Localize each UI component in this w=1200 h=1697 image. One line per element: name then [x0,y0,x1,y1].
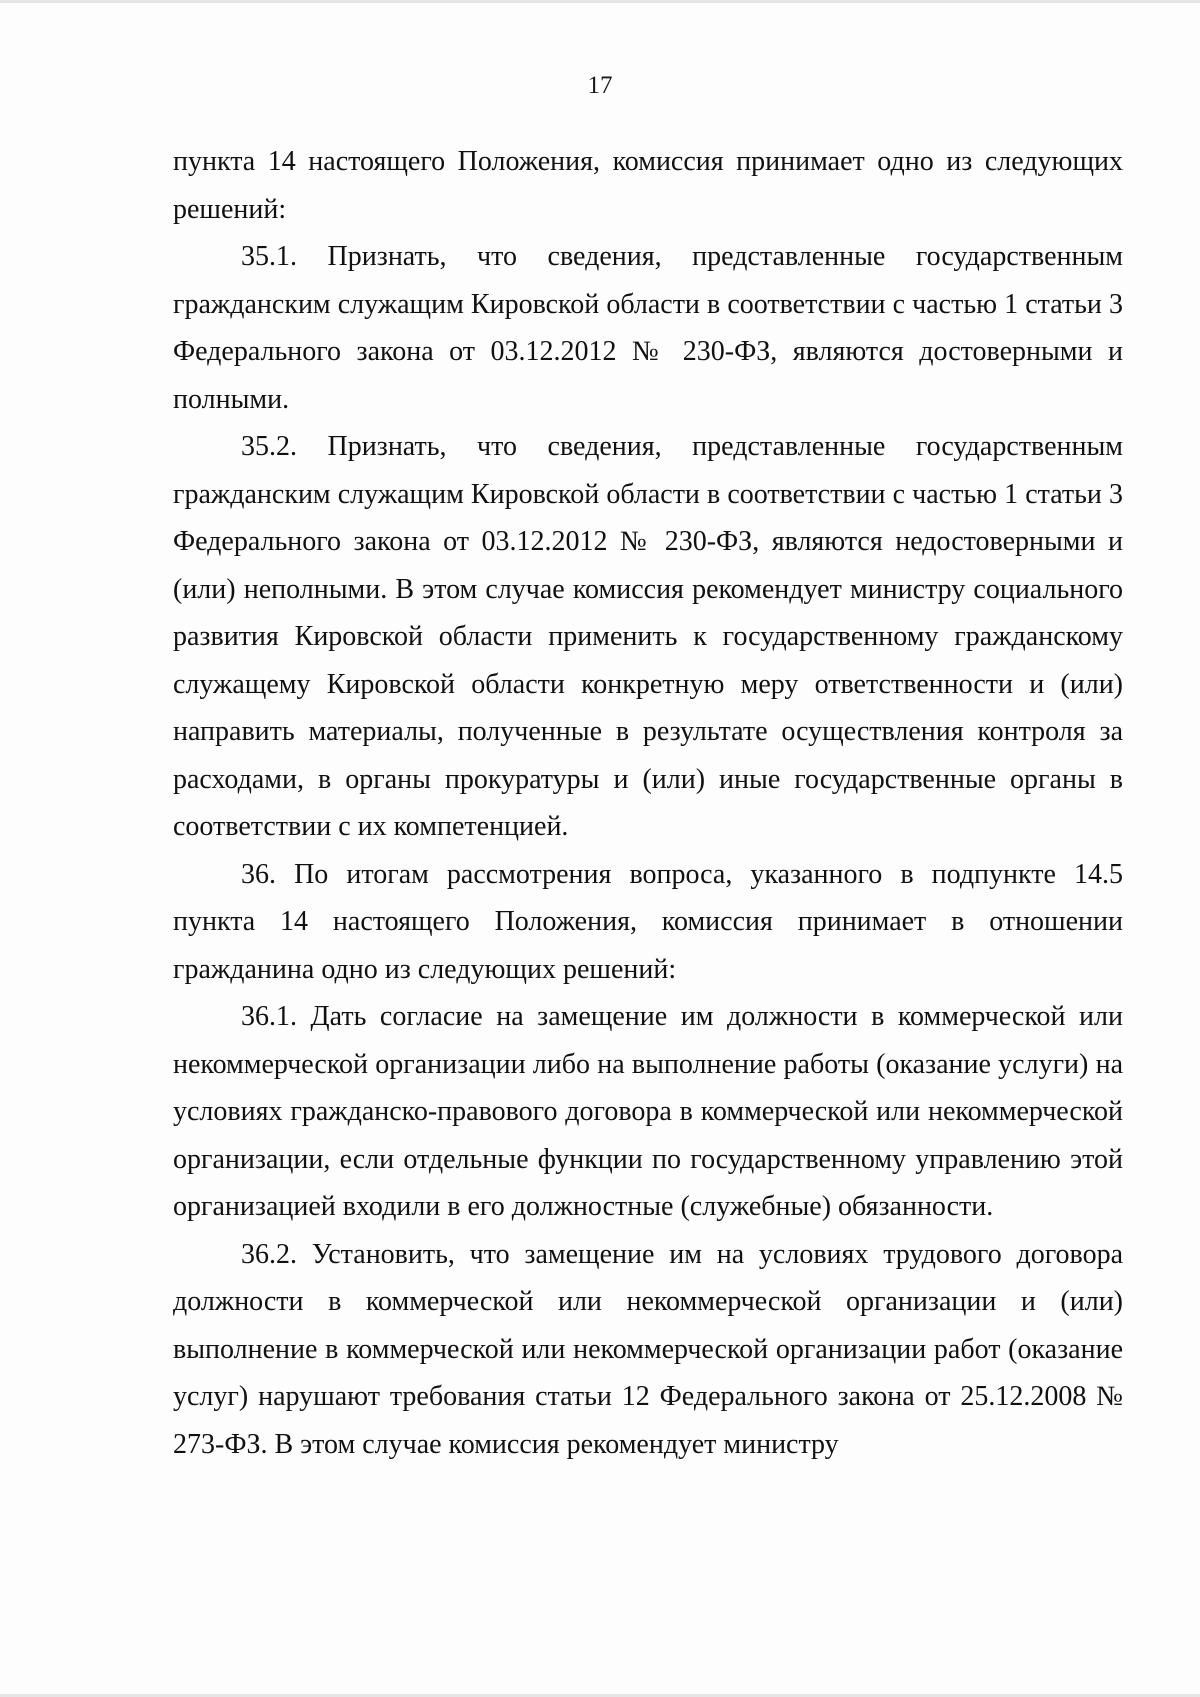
document-body [173,138,1123,1468]
page-number: 17 [587,72,613,99]
paragraph-36-1: 36.1. Дать согласие на замещение им должности в коммерческой или некоммерческой организации либо на выполнение работы (оказание услуги) на условиях гражданско-правового договора в коммерческой или некоммерческой организации, если отдельные функции по государственному управлению этой организацией входили в его должностные (служебные) обязанности. [173,1001,1123,1222]
scan-top-edge [0,0,1200,3]
paragraph-intro: пункта 14 настоящего Положения, комиссия принимает одно из следующих решений: [173,146,1123,225]
paragraph-36-2: 36.2. Установить, что замещение им на условиях трудового договора должности в коммерческой или некоммерческой организации и (или) выполнение в коммерческой или некоммерческой организации работ (оказание услуг) нарушают требования статьи 12 Федерального закона от 25.12.2008 № 273-ФЗ. В этом случае комиссия рекомендует министру [173,1238,1123,1460]
paragraph-35-1: 35.1. Признать, что сведения, представленные государственным гражданским служащим Кировской области в соответствии с частью 1 статьи 3 Федерального закона от 03.12.2012 № 230-ФЗ, являются достоверными и полными. [173,241,1123,415]
paragraph-35-2: 35.2. Признать, что сведения, представленные государственным гражданским служащим Кировской области в соответствии с частью 1 статьи 3 Федерального закона от 03.12.2012 № 230-ФЗ, являются недостоверными и (или) неполными. В этом случае комиссия рекомендует министру социального развития Кировской области применить к государственному гражданскому служащему Кировской области конкретную меру ответственности и (или) направить материалы, полученные в результате осуществления контроля за расходами, в органы прокуратуры и (или) иные государственные органы в соответствии с их компетенцией. [173,431,1123,842]
paragraph-36: 36. По итогам рассмотрения вопроса, указанного в подпункте 14.5 пункта 14 настоящего Положения, комиссия принимает в отношении гражданина одно из следующих решений: [173,858,1123,985]
